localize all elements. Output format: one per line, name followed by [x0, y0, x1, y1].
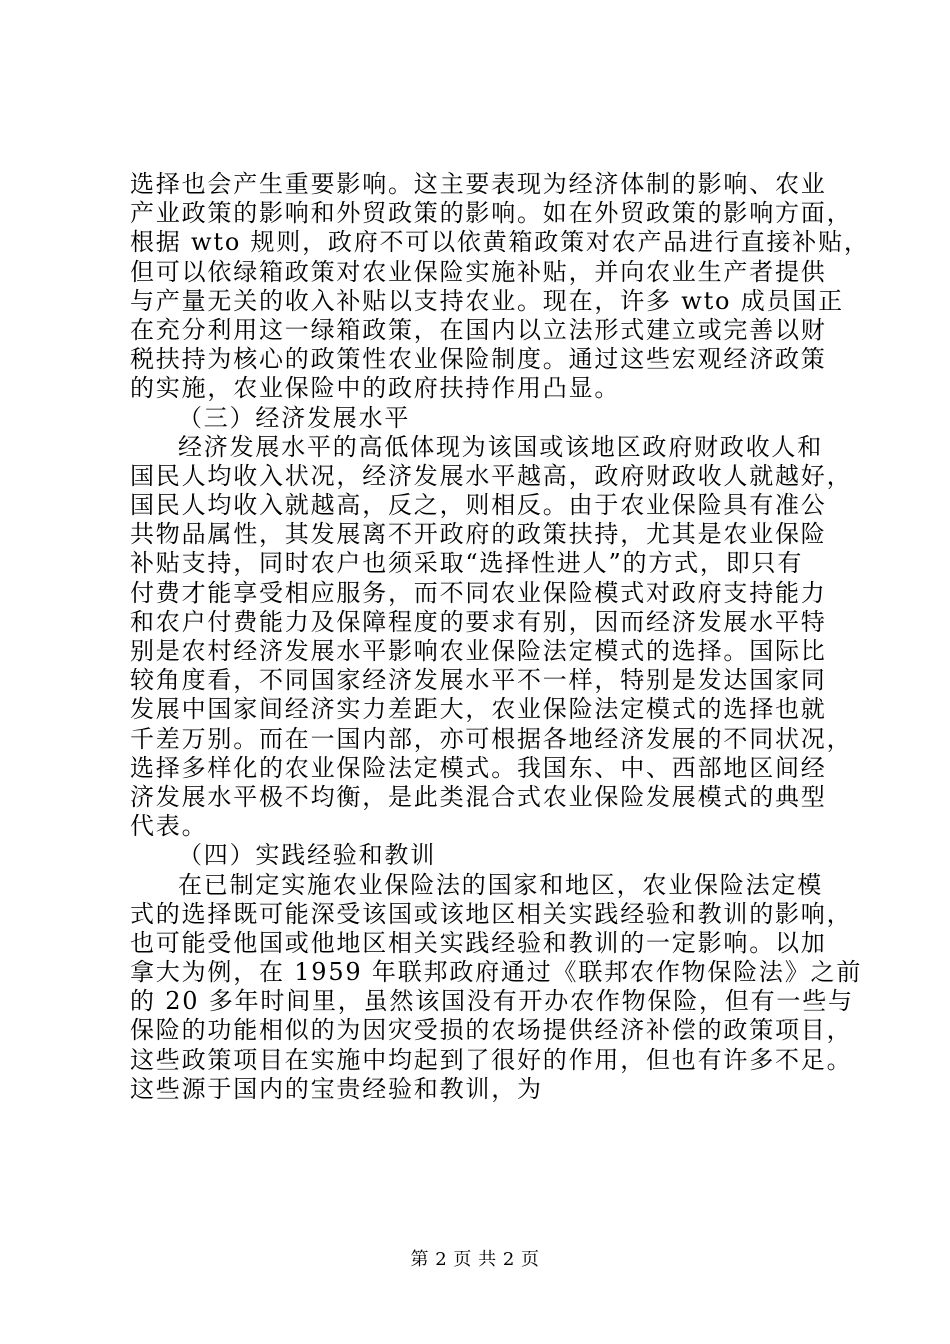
- text-line: 补贴支持，同时农户也须采取“选择性进人”的方式，即只有: [130, 549, 804, 578]
- page-number-footer: 第 2 页 共 2 页: [410, 1249, 540, 1270]
- text-line: 这些源于国内的宝贵经验和教训，为: [130, 1074, 543, 1103]
- text-line: 国民人均收入状况，经济发展水平越高，政府财政收人就越好，: [130, 461, 853, 490]
- text-line: 税扶持为核心的政策性农业保险制度。通过这些宏观经济政策: [130, 345, 827, 374]
- section-heading-4: [130, 841, 830, 870]
- section-heading-text: （四）实践经验和教训: [178, 841, 436, 870]
- text-line: 经济发展水平的高低体现为该国或该地区政府财政收人和: [178, 432, 823, 461]
- document-body: [130, 170, 870, 1104]
- text-line: 式的选择既可能深受该国或该地区相关实践经验和教训的影响，: [130, 899, 853, 928]
- text-line: 在已制定实施农业保险法的国家和地区，农业保险法定模: [178, 870, 823, 899]
- text-line: 的实施，农业保险中的政府扶持作用凸显。: [130, 374, 621, 403]
- text-line: 共物品属性，其发展离不开政府的政策扶持，尤其是农业保险: [130, 520, 827, 549]
- text-line: 付费才能享受相应服务，而不同农业保险模式对政府支持能力: [130, 578, 827, 607]
- text-line: 别是农村经济发展水平影响农业保险法定模式的选择。国际比: [130, 637, 827, 665]
- text-line: 的 20 多年时间里，虽然该国没有开办农作物保险，但有一些与: [130, 987, 854, 1016]
- text-line: 也可能受他国或他地区相关实践经验和教训的一定影响。以加: [130, 928, 827, 957]
- paragraph-practical-experience: [130, 870, 863, 1105]
- paragraph-economic-development: [130, 432, 853, 842]
- text-line: 千差万别。而在一国内部，亦可根据各地经济发展的不同状况，: [130, 724, 853, 753]
- section-heading-3: [130, 404, 830, 433]
- text-line: 保险的功能相似的为因灾受损的农场提供经济补偿的政策项目，: [130, 1016, 853, 1045]
- text-line: 和农户付费能力及保障程度的要求有别，因而经济发展水平特: [130, 607, 827, 636]
- text-line: 根据 wto 规则，政府不可以依黄箱政策对农产品进行直接补贴，: [130, 228, 870, 257]
- text-line: 选择多样化的农业保险法定模式。我国东、中、西部地区间经: [130, 753, 827, 782]
- text-line: 国民人均收入就越高，反之，则相反。由于农业保险具有准公: [130, 491, 827, 520]
- text-line: 济发展水平极不均衡，是此类混合式农业保险发展模式的典型: [130, 782, 827, 811]
- text-line: 这些政策项目在实施中均起到了很好的作用，但也有许多不足。: [130, 1045, 853, 1074]
- section-heading-text: （三）经济发展水平: [178, 403, 411, 432]
- text-line: 发展中国家间经济实力差距大，农业保险法定模式的选择也就: [130, 695, 827, 724]
- paragraph-economic-policy: [130, 170, 870, 404]
- text-line: 拿大为例，在 1959 年联邦政府通过《联邦农作物保险法》之前: [130, 958, 863, 987]
- text-line: 选择也会产生重要影响。这主要表现为经济体制的影响、农业: [130, 170, 827, 198]
- text-line: 但可以依绿箱政策对农业保险实施补贴，并向农业生产者提供: [130, 257, 827, 286]
- text-line: 在充分利用这一绿箱政策，在国内以立法形式建立或完善以财: [130, 315, 827, 344]
- text-line: 代表。: [130, 812, 208, 841]
- text-line: 较角度看，不同国家经济发展水平不一样，特别是发达国家同: [130, 666, 827, 695]
- text-line: 与产量无关的收入补贴以支持农业。现在，许多 wto 成员国正: [130, 286, 844, 315]
- text-line: 产业政策的影响和外贸政策的影响。如在外贸政策的影响方面，: [130, 199, 853, 228]
